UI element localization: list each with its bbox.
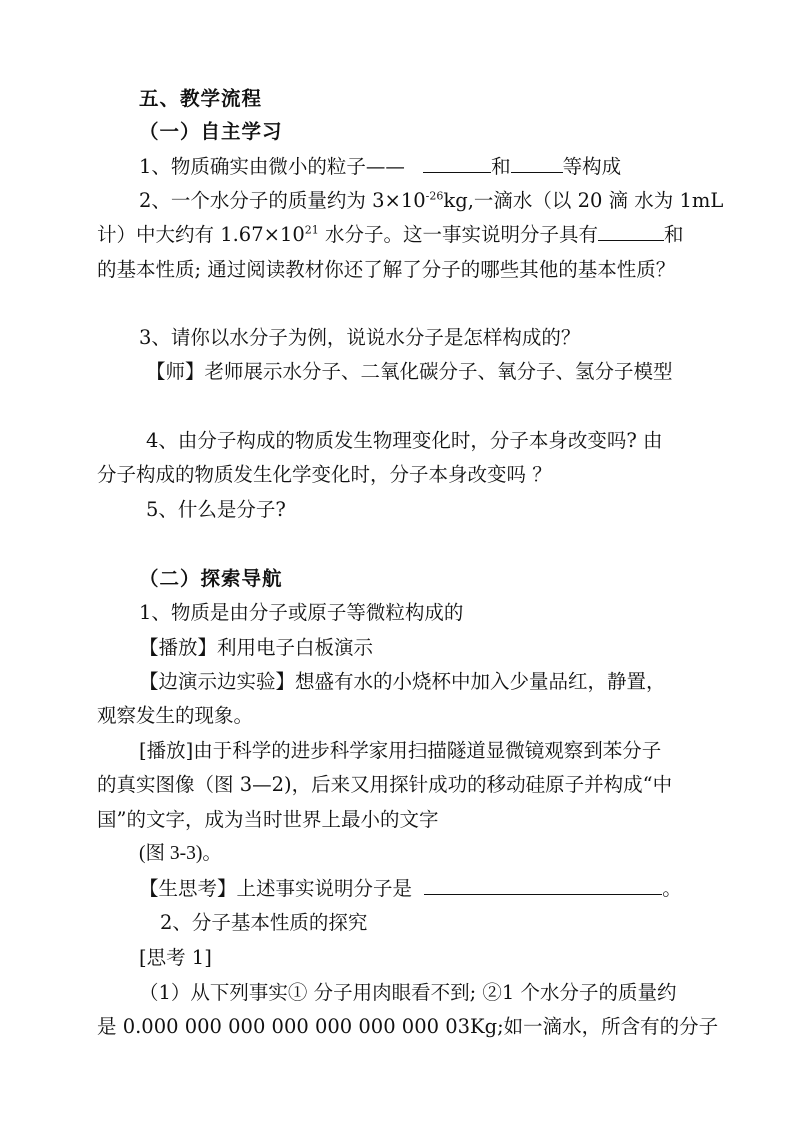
answer-blank [598,221,664,241]
answer-blank [424,875,662,895]
part1-heading: （一）自主学习 [139,120,283,143]
think-1-line-1: （1）从下列事实① 分子用肉眼看不到; ②1 个水分子的质量约 [139,981,677,1004]
question-2-text: 2、一个水分子的质量约为 3×10 [139,189,426,212]
question-4-line-2: 分子构成的物质发生化学变化时，分子本身改变吗 ？ [97,463,552,486]
question-1-pre: 1、物质确实由微小的粒子—— [139,155,405,178]
question-2-line-2 [97,221,684,249]
teacher-note: 【师】老师展示水分子、二氧化碳分子、氧分子、氢分子模型 [146,360,673,383]
part2-heading: （二）探索导航 [139,567,283,590]
student-thinking-pre: 【生思考】上述事实说明分子是 [139,877,413,900]
question-2-line-3: 的基本性质; 通过阅读教材你还了解了分子的哪些其他的基本性质？ [97,258,676,281]
question-2-text: 和 [663,223,684,246]
exponent: -26 [425,189,444,203]
question-1 [139,153,621,181]
answer-blank [511,153,563,173]
question-1-post: 等构成 [562,155,622,178]
question-2-text: kg,一滴水（以 20 滴 水为 1mL [443,189,724,212]
answer-blank [423,153,491,173]
student-thinking-post: 。 [662,877,682,900]
play-note: 【播放】利用电子白板演示 [139,636,374,659]
point-2: 2、分子基本性质的探究 [160,911,368,934]
question-5: 5、什么是分子? [146,498,286,521]
question-2-text: 计）中大约有 1.67×10 [97,223,305,246]
question-4-line-1: 4、由分子构成的物质发生物理变化时，分子本身改变吗? 由 [146,429,663,452]
figure-reference: (图 3-3)。 [139,843,222,864]
student-thinking [139,875,682,903]
question-1-mid: 和 [491,155,511,178]
play2-line-3: 国”的文字，成为当时世界上最小的文字 [97,808,439,831]
play2-line-1: [播放]由于科学的进步科学家用扫描隧道显微镜观察到苯分子 [139,739,662,762]
question-3: 3、请你以水分子为例，说说水分子是怎样构成的？ [139,326,581,349]
experiment-line-1: 【边演示边实验】想盛有水的小烧杯中加入少量品红，静置， [139,670,666,693]
point-1: 1、物质是由分子或原子等微粒构成的 [139,601,464,624]
exponent: 21 [304,223,319,237]
experiment-line-2: 观察发生的现象。 [97,704,254,727]
question-2-line-1 [139,187,723,215]
question-2-text: 水分子。这一事实说明分子具有 [318,223,598,246]
play2-line-2: 的真实图像（图 3—2)，后来又用探针成功的移动硅原子并构成“中 [97,773,673,796]
think-1-line-2: 是 0.000 000 000 000 000 000 000 03Kg;如一滴水，所含有的分子 [97,1015,719,1038]
section-heading: 五、教学流程 [139,87,263,110]
think-1-label: [思考 1] [139,946,212,969]
